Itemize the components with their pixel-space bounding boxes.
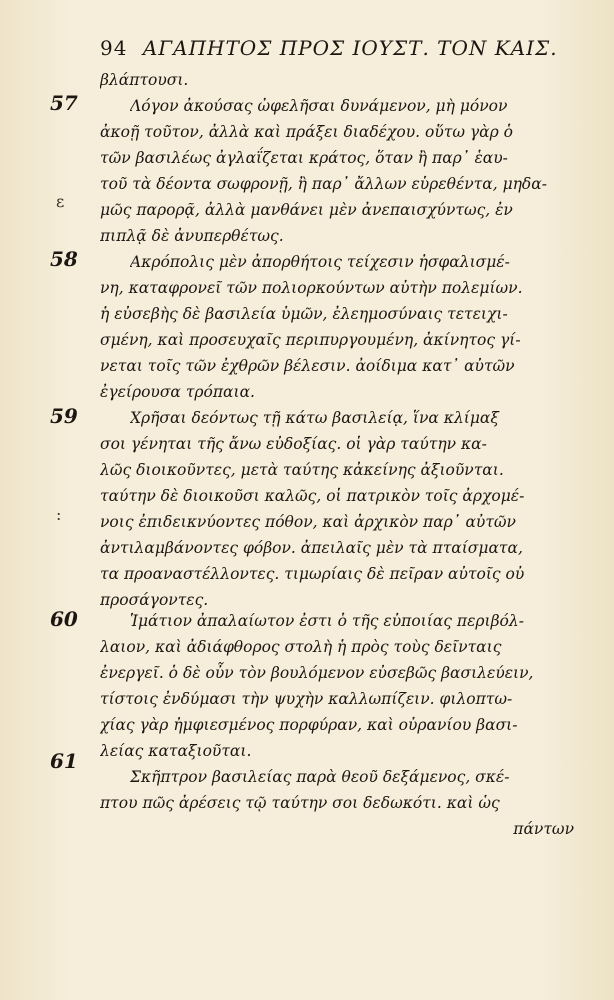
text-line: Ἱμάτιον ἀπαλαίωτον ἐστι ὁ τῆς εὐποιίας περιβόλ-: [130, 612, 524, 630]
catchword: πάντων: [513, 820, 574, 838]
text-line: νεται τοῖς τῶν ἐχθρῶν βέλεσιν. ἀοίδιμα κατ᾽ αὐτῶν: [100, 357, 515, 375]
text-line: Λόγον ἀκούσας ὠφελῆσαι δυνάμενον, μὴ μόνον: [130, 97, 508, 115]
text-line: λείας καταξιοῦται.: [100, 742, 252, 760]
section-number: 59: [50, 404, 78, 428]
text-line: ἐνεργεῖ. ὁ δὲ οὖν τὸν βουλόμενον εὐσεβῶς βασιλεύειν,: [100, 664, 534, 682]
text-line: σμένη, καὶ προσευχαῖς περιπυργουμένη, ἀκίνητος γί-: [100, 331, 521, 349]
margin-mark: ε: [56, 192, 65, 211]
text-line: λαιον, καὶ ἀδιάφθορος στολὴ ἡ πρὸς τοὺς δεῖνταις: [100, 638, 502, 656]
text-line: Χρῆσαι δεόντως τῇ κάτω βασιλείᾳ, ἵνα κλίμαξ: [130, 409, 499, 427]
text-line: ταύτην δὲ διοικοῦσι καλῶς, οἱ πατρικὸν τοῖς ἀρχομέ-: [100, 487, 525, 505]
margin-mark: :: [56, 505, 62, 524]
text-line: Ακρόπολις μὲν ἀπορθήτοις τείχεσιν ἠσφαλισμέ-: [130, 253, 510, 271]
text-line: πτου πῶς ἀρέσεις τῷ ταύτην σοι δεδωκότι. καὶ ὡς: [100, 794, 500, 812]
text-line: νοις ἐπιδεικνύοντες πόθον, καὶ ἀρχικὸν παρ᾽ αὐτῶν: [100, 513, 516, 531]
text-line: ἀκοῇ τοῦτον, ἀλλὰ καὶ πράξει διαδέχου. οὕτω γὰρ ὁ: [100, 123, 513, 141]
text-line: λῶς διοικοῦντες, μετὰ ταύτης κἀκείνης ἀξιοῦνται.: [100, 461, 504, 479]
text-line: πιπλᾷ δὲ ἀνυπερθέτως.: [100, 227, 284, 245]
text-line: τοῦ τὰ δέοντα σωφρονῇ, ἢ παρ᾽ ἄλλων εὑρεθέντα, μηδα-: [100, 175, 547, 193]
section-number: 60: [50, 607, 78, 631]
text-line: νη, καταφρονεῖ τῶν πολιορκούντων αὐτὴν πολεμίων.: [100, 279, 523, 297]
text-line: ἐγείρουσα τρόπαια.: [100, 383, 255, 401]
section-number: 57: [50, 91, 78, 115]
text-line: ἀντιλαμβάνοντες φόβον. ἀπειλαῖς μὲν τὰ πταίσματα,: [100, 539, 523, 557]
page-number: 94: [100, 36, 128, 60]
text-line: ἡ εὐσεβὴς δὲ βασιλεία ὑμῶν, ἐλεημοσύναις τετειχι-: [100, 305, 508, 323]
text-line: χίας γὰρ ἠμφιεσμένος πορφύραν, καὶ οὐρανίου βασι-: [100, 716, 518, 734]
text-line: προσάγοντες.: [100, 591, 209, 609]
text-line: βλάπτουσι.: [100, 71, 189, 89]
text-line: τίστοις ἐνδύμασι τὴν ψυχὴν καλλωπίζειν. φιλοπτω-: [100, 690, 513, 708]
running-title: ΑΓΑΠΗΤΟΣ ΠΡΟΣ ΙΟΥΣΤ. ΤΟΝ ΚΑΙΣ.: [142, 36, 558, 60]
text-line: σοι γένηται τῆς ἄνω εὐδοξίας. οἱ γὰρ ταύτην κα-: [100, 435, 487, 453]
section-number: 58: [50, 247, 78, 271]
text-line: Σκῆπτρον βασιλείας παρὰ θεοῦ δεξάμενος, σκέ-: [130, 768, 510, 786]
running-header: [100, 36, 580, 60]
text-line: τα προαναστέλλοντες. τιμωρίαις δὲ πεῖραν αὐτοῖς οὐ: [100, 565, 525, 583]
section-number: 61: [50, 749, 78, 773]
text-line: τῶν βασιλέως ἀγλαΐζεται κράτος, ὅταν ἢ παρ᾽ ἑαυ-: [100, 149, 508, 167]
text-line: μῶς παρορᾷ, ἀλλὰ μανθάνει μὲν ἀνεπαισχύντως, ἐν: [100, 201, 513, 219]
